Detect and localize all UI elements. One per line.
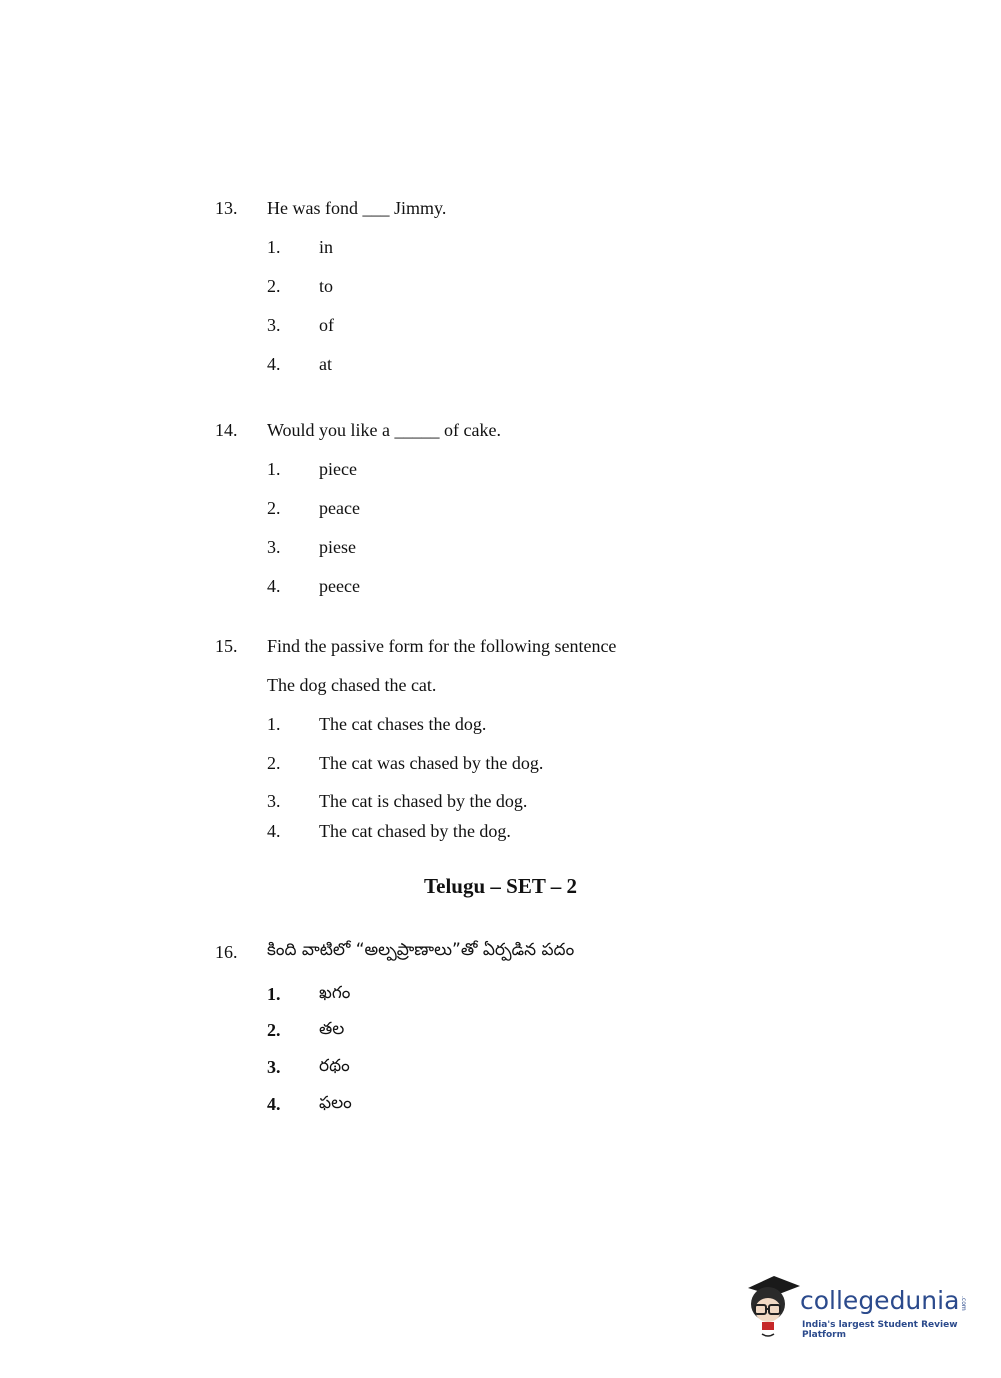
q15-option-3-number: 3. — [267, 791, 281, 811]
question-14-number: 14. — [215, 420, 238, 440]
q16-option-2-number: 2. — [267, 1020, 281, 1040]
question-15-text: Find the passive form for the following sentence — [267, 636, 617, 656]
q15-option-2-text: The cat was chased by the dog. — [319, 753, 544, 773]
mascot-icon — [740, 1272, 800, 1342]
q14-option-3-number: 3. — [267, 537, 281, 557]
collegedunia-logo — [740, 1272, 970, 1342]
q13-option-2-text: to — [319, 276, 334, 296]
section-heading: Telugu – SET – 2 — [424, 874, 577, 898]
q16-option-1-text: ఖగం — [319, 983, 351, 1003]
q16-option-1-number: 1. — [267, 984, 281, 1004]
logo-tagline: India's largest Student Review Platform — [802, 1320, 958, 1340]
q14-option-2-number: 2. — [267, 498, 281, 518]
q15-option-1-number: 1. — [267, 714, 281, 734]
q16-option-4-text: ఫలం — [319, 1093, 352, 1113]
q15-option-4-number: 4. — [267, 821, 281, 841]
q15-option-3-text: The cat is chased by the dog. — [319, 791, 528, 811]
q16-option-4-number: 4. — [267, 1094, 281, 1114]
question-15-sentence: The dog chased the cat. — [267, 675, 437, 695]
logo-domain: .com — [960, 1296, 967, 1311]
q16-option-2-text: తల — [319, 1019, 345, 1039]
q15-option-1-text: The cat chases the dog. — [319, 714, 487, 734]
q14-option-1-number: 1. — [267, 459, 281, 479]
q14-option-2-text: peace — [319, 498, 360, 518]
q14-option-1-text: piece — [319, 459, 357, 479]
q14-option-4-text: peece — [319, 576, 360, 596]
q14-option-3-text: piese — [319, 537, 356, 557]
q15-option-4-text: The cat chased by the dog. — [319, 821, 511, 841]
q14-option-4-number: 4. — [267, 576, 281, 596]
q13-option-3-number: 3. — [267, 315, 281, 335]
q13-option-4-text: at — [319, 354, 332, 374]
question-14-text: Would you like a _____ of cake. — [267, 420, 501, 440]
question-16-text: కింది వాటిలో “అల్పప్రాణాలు”తో ఏర్పడిన పదం — [267, 940, 575, 960]
question-13-number: 13. — [215, 198, 238, 218]
q13-option-1-number: 1. — [267, 237, 281, 257]
q13-option-3-text: of — [319, 315, 334, 335]
q15-option-2-number: 2. — [267, 753, 281, 773]
q16-option-3-number: 3. — [267, 1057, 281, 1077]
logo-wordmark: collegedunia — [800, 1286, 960, 1315]
q13-option-1-text: in — [319, 237, 334, 257]
q13-option-2-number: 2. — [267, 276, 281, 296]
question-15-number: 15. — [215, 636, 238, 656]
q13-option-4-number: 4. — [267, 354, 281, 374]
question-13-text: He was fond ___ Jimmy. — [267, 198, 447, 218]
q16-option-3-text: రథం — [319, 1056, 350, 1076]
question-16-number: 16. — [215, 942, 238, 962]
